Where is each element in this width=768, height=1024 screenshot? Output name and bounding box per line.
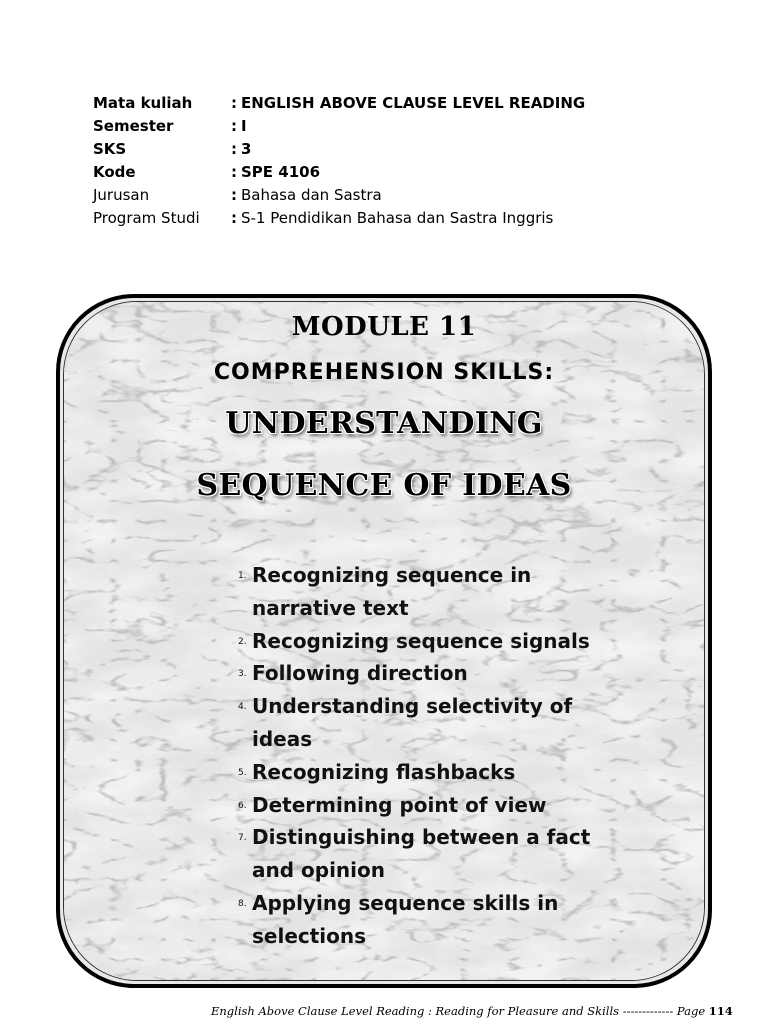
info-value: ENGLISH ABOVE CLAUSE LEVEL READING [241, 94, 586, 112]
module-heading-line2: SEQUENCE OF IDEAS [196, 468, 572, 503]
skill-item [240, 887, 610, 953]
skill-text: Distinguishing between a fact and opinion [252, 825, 591, 883]
info-label: Mata kuliah [93, 94, 193, 112]
module-subtitle: COMPREHENSION SKILLS: [213, 360, 555, 385]
page-footer [211, 1004, 733, 1018]
course-info [93, 92, 585, 230]
module-title: MODULE 11 [291, 312, 477, 342]
skill-text: Recognizing flashbacks [252, 759, 516, 784]
skill-number: 7. [238, 833, 247, 844]
course-info-row [93, 161, 585, 184]
course-info-row [93, 184, 585, 207]
skill-text: Determining point of view [252, 792, 547, 817]
info-value: Bahasa dan Sastra [241, 186, 382, 204]
info-label: Jurusan [93, 186, 150, 204]
skill-item [240, 756, 610, 789]
info-label: Program Studi [93, 209, 200, 227]
skill-item [240, 821, 610, 887]
info-label: Semester [93, 117, 174, 135]
page-number: 114 [708, 1004, 733, 1018]
skill-number: 6. [238, 800, 247, 811]
skill-text: Recognizing sequence in narrative text [252, 563, 532, 620]
course-info-row [93, 115, 585, 138]
skill-item [240, 657, 610, 690]
info-label: SKS [93, 140, 127, 158]
skill-item [240, 690, 610, 756]
module-heading-line1: UNDERSTANDING [225, 406, 543, 441]
info-colon: : [231, 117, 237, 135]
info-colon: : [231, 94, 237, 112]
skill-item [240, 625, 610, 658]
skill-number: 1. [238, 571, 247, 581]
info-colon: : [231, 209, 237, 227]
skill-number: 4. [238, 702, 247, 713]
info-value: S-1 Pendidikan Bahasa dan Sastra Inggris [241, 209, 554, 227]
skill-item [240, 789, 610, 822]
skill-text: Applying sequence skills in selections [252, 890, 559, 948]
info-colon: : [231, 140, 237, 158]
info-value: I [241, 117, 247, 135]
skill-text: Understanding selectivity of ideas [252, 694, 573, 751]
info-value: SPE 4106 [241, 163, 321, 181]
info-label: Kode [93, 163, 136, 181]
skill-number: 5. [238, 767, 247, 778]
skill-text: Following direction [252, 661, 468, 686]
footer-text: English Above Clause Level Reading : Reading for Pleasure and Skills ------------- Page [211, 1004, 709, 1018]
skill-text: Recognizing sequence signals [252, 628, 590, 653]
skill-number: 8. [238, 898, 247, 909]
info-value: 3 [241, 140, 252, 158]
course-info-row [93, 138, 585, 161]
module-card [56, 294, 712, 988]
info-colon: : [231, 186, 237, 204]
skill-number: 3. [238, 669, 247, 680]
skills-list [240, 559, 610, 953]
module-card-inner [63, 301, 705, 981]
info-colon: : [231, 163, 237, 181]
skill-number: 2. [238, 636, 247, 647]
skill-item [240, 559, 610, 625]
course-info-row [93, 92, 585, 115]
course-info-row [93, 207, 585, 230]
